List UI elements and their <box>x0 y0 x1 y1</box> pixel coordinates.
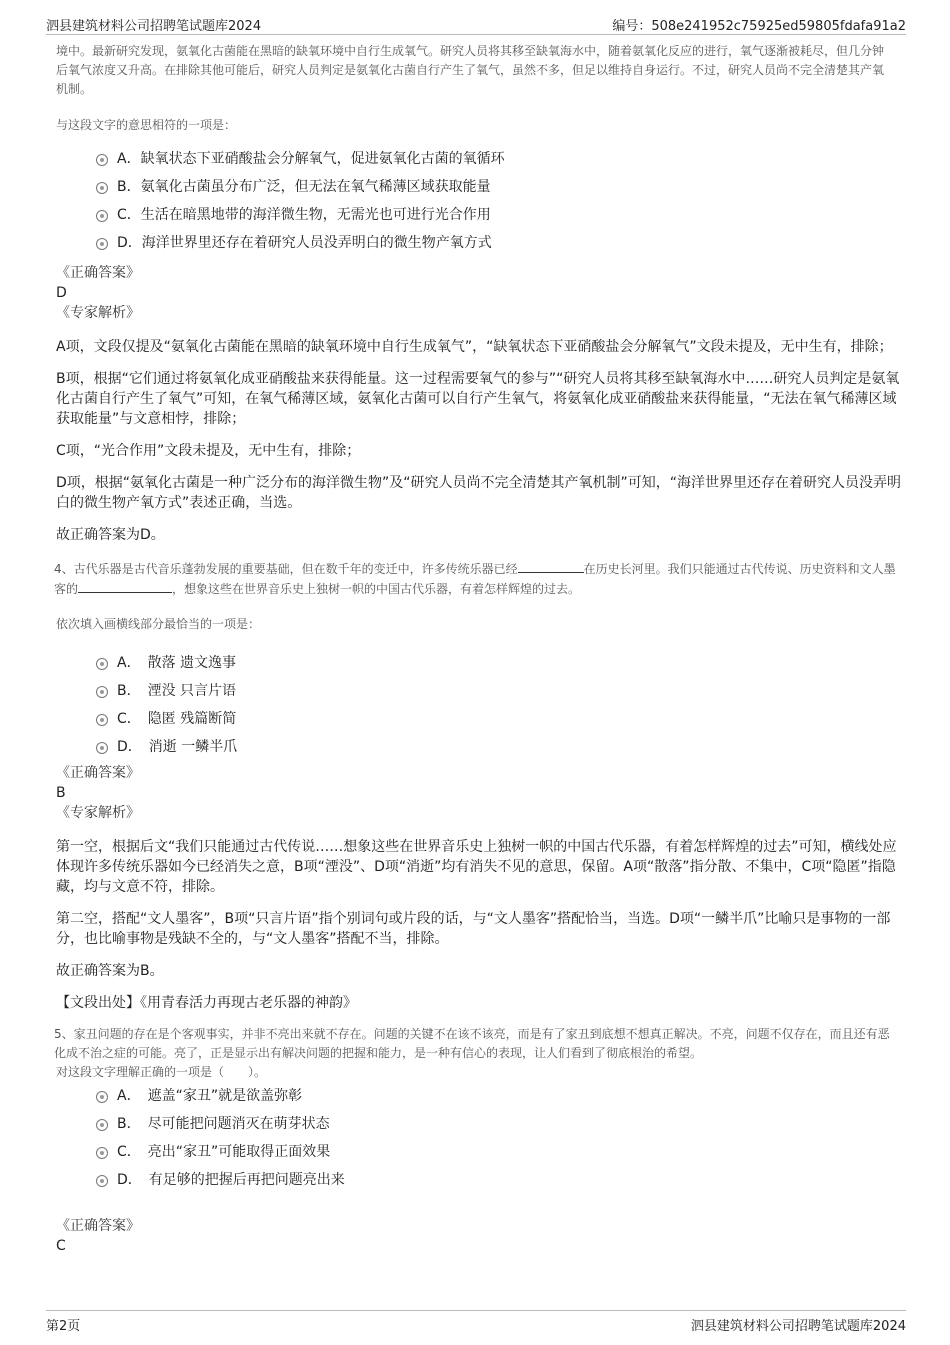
analysis-conclusion: 故正确答案为B。 <box>56 963 164 979</box>
radio-icon[interactable] <box>96 686 108 698</box>
page-content <box>56 42 902 1256</box>
page-header <box>46 12 906 35</box>
answer-label: 《正确答案》 <box>56 265 140 281</box>
analysis-conclusion: 故正确答案为D。 <box>56 527 165 543</box>
radio-icon[interactable] <box>96 658 108 670</box>
question-stem: 5、家丑问题的存在是个客观事实，并非不亮出来就不存在。问题的关键不在该不该亮，而是有了家丑到底想不想真正解决。不亮，问题不仅存在，而且还有恶化成不治之症的可能。亮了，正是显示出有解决问题的把握和能力，是一种有信心的表现，让人们看到了彻底根治的希望。 <box>54 1027 890 1060</box>
option-label: C． 亮出“家丑”可能取得正面效果 <box>117 1144 331 1160</box>
analysis-label: 《专家解析》 <box>56 305 140 321</box>
analysis-paragraph: 第二空，搭配“文人墨客”，B项“只言片语”指个别词句或片段的话，与“文人墨客”搭配恰当，当选。D项“一鳞半爪”比喻只是事物的一部分，也比喻事物是残缺不全的，与“文人墨客”搭配不当，排除。 <box>56 911 891 947</box>
option-label: D． 消逝 一鳞半爪 <box>117 739 238 755</box>
option-list <box>56 145 902 257</box>
question-prompt: 与这段文字的意思相符的一项是： <box>56 118 237 132</box>
option-label: D． 有足够的把握后再把问题亮出来 <box>117 1172 345 1188</box>
option-b[interactable] <box>96 1110 902 1138</box>
question-prompt: 对这段文字理解正确的一项是（ ）。 <box>56 1065 267 1079</box>
radio-icon[interactable] <box>96 182 108 194</box>
analysis-paragraph: B项，根据“它们通过将氨氧化成亚硝酸盐来获得能量。这一过程需要氧气的参与”“研究人员将其移至缺氧海水中……研究人员判定是氨氧化古菌自行产生了氧气”可知，在氧气稀薄区域，氨氧化古菌可以自行产生氧气，将氨氧化成亚硝酸盐来获得能量，“无法在氧气稀薄区域获取能量”与文意相悖，排除； <box>56 371 900 427</box>
radio-icon[interactable] <box>96 742 108 754</box>
document-id: 编号：508e241952c75925ed59805fdafa91a2 <box>612 19 906 34</box>
radio-icon[interactable] <box>96 1147 108 1159</box>
answer-value: B <box>56 785 66 801</box>
question-passage: 境中。最新研究发现，氨氧化古菌能在黑暗的缺氧环境中自行生成氧气。研究人员将其移至缺氧海水中，随着氨氧化反应的进行，氧气逐渐被耗尽，但几分钟后氧气浓度又升高。在排除其他可能后，研究人员判定是氨氧化古菌自行产生了氧气，虽然不多，但足以维持自身运行。不过，研究人员尚不完全清楚其产氧机制。 <box>56 44 885 96</box>
option-b[interactable] <box>96 173 902 201</box>
radio-icon[interactable] <box>96 1119 108 1131</box>
option-d[interactable] <box>96 229 902 257</box>
option-b[interactable] <box>96 677 902 705</box>
analysis-label: 《专家解析》 <box>56 805 140 821</box>
option-a[interactable] <box>96 1082 902 1110</box>
option-label: B． 湮没 只言片语 <box>117 683 237 699</box>
analysis-paragraph: A项，文段仅提及“氨氧化古菌能在黑暗的缺氧环境中自行生成氧气”，“缺氧状态下亚硝酸盐会分解氧气”文段未提及，无中生有，排除； <box>56 339 893 355</box>
option-label: B． 尽可能把问题消灭在萌芽状态 <box>117 1116 330 1132</box>
option-list <box>56 649 902 761</box>
option-label: C． 隐匿 残篇断简 <box>117 711 237 727</box>
radio-icon[interactable] <box>96 238 108 250</box>
analysis-paragraph: C项，“光合作用”文段未提及，无中生有，排除； <box>56 443 361 459</box>
stem-text: 4、古代乐器是古代音乐蓬勃发展的重要基础，但在数千年的变迁中，许多传统乐器已经 <box>54 562 518 576</box>
option-c[interactable] <box>96 201 902 229</box>
option-d[interactable] <box>96 733 902 761</box>
answer-label: 《正确答案》 <box>56 765 140 781</box>
option-label: A． 散落 遗文逸事 <box>117 655 237 671</box>
radio-icon[interactable] <box>96 154 108 166</box>
page-footer <box>46 1310 906 1337</box>
radio-icon[interactable] <box>96 1175 108 1187</box>
stem-text: 在历史长河里。我们只能通过古代传说、历史资料和文人墨客的 <box>54 562 896 596</box>
answer-value: D <box>56 285 67 301</box>
option-d[interactable] <box>96 1166 902 1194</box>
option-label: D．海洋世界里还存在着研究人员没弄明白的微生物产氧方式 <box>117 235 492 251</box>
option-c[interactable] <box>96 1138 902 1166</box>
question-stem <box>54 559 896 599</box>
option-list <box>56 1082 902 1194</box>
option-a[interactable] <box>96 649 902 677</box>
radio-icon[interactable] <box>96 1091 108 1103</box>
option-label: C．生活在暗黑地带的海洋微生物，无需光也可进行光合作用 <box>117 207 491 223</box>
page-number: 第2页 <box>46 1319 81 1334</box>
footer-title: 泗县建筑材料公司招聘笔试题库2024 <box>690 1319 906 1334</box>
source-citation: 【文段出处】《用青春活力再现古老乐器的神韵》 <box>56 995 357 1011</box>
analysis-paragraph: 第一空，根据后文“我们只能通过古代传说……想象这些在世界音乐史上独树一帜的中国古代乐器，有着怎样辉煌的过去”可知，横线处应体现许多传统乐器如今已经消失之意，B项“湮没”、D项“消逝”均有消失不见的意思，保留。A项“散落”指分散、不集中，C项“隐匿”指隐藏，均与文意不符，排除。 <box>56 839 897 895</box>
option-label: A．缺氧状态下亚硝酸盐会分解氧气，促进氨氧化古菌的氧循环 <box>117 151 505 167</box>
fill-blank <box>518 559 584 573</box>
option-c[interactable] <box>96 705 902 733</box>
option-label: B．氨氧化古菌虽分布广泛，但无法在氧气稀薄区域获取能量 <box>117 179 491 195</box>
option-label: A． 遮盖“家丑”就是欲盖弥彰 <box>117 1088 303 1104</box>
stem-text: ，想象这些在世界音乐史上独树一帜的中国古代乐器，有着怎样辉煌的过去。 <box>172 582 581 596</box>
option-a[interactable] <box>96 145 902 173</box>
fill-blank <box>78 579 172 593</box>
analysis-paragraph: D项，根据“氨氧化古菌是一种广泛分布的海洋微生物”及“研究人员尚不完全清楚其产氧机制”可知，“海洋世界里还存在着研究人员没弄明白的微生物产氧方式”表述正确，当选。 <box>56 475 902 511</box>
radio-icon[interactable] <box>96 210 108 222</box>
header-title: 泗县建筑材料公司招聘笔试题库2024 <box>46 19 262 34</box>
answer-label: 《正确答案》 <box>56 1218 140 1234</box>
question-prompt: 依次填入画横线部分最恰当的一项是： <box>56 617 261 631</box>
radio-icon[interactable] <box>96 714 108 726</box>
answer-value: C <box>56 1238 66 1254</box>
